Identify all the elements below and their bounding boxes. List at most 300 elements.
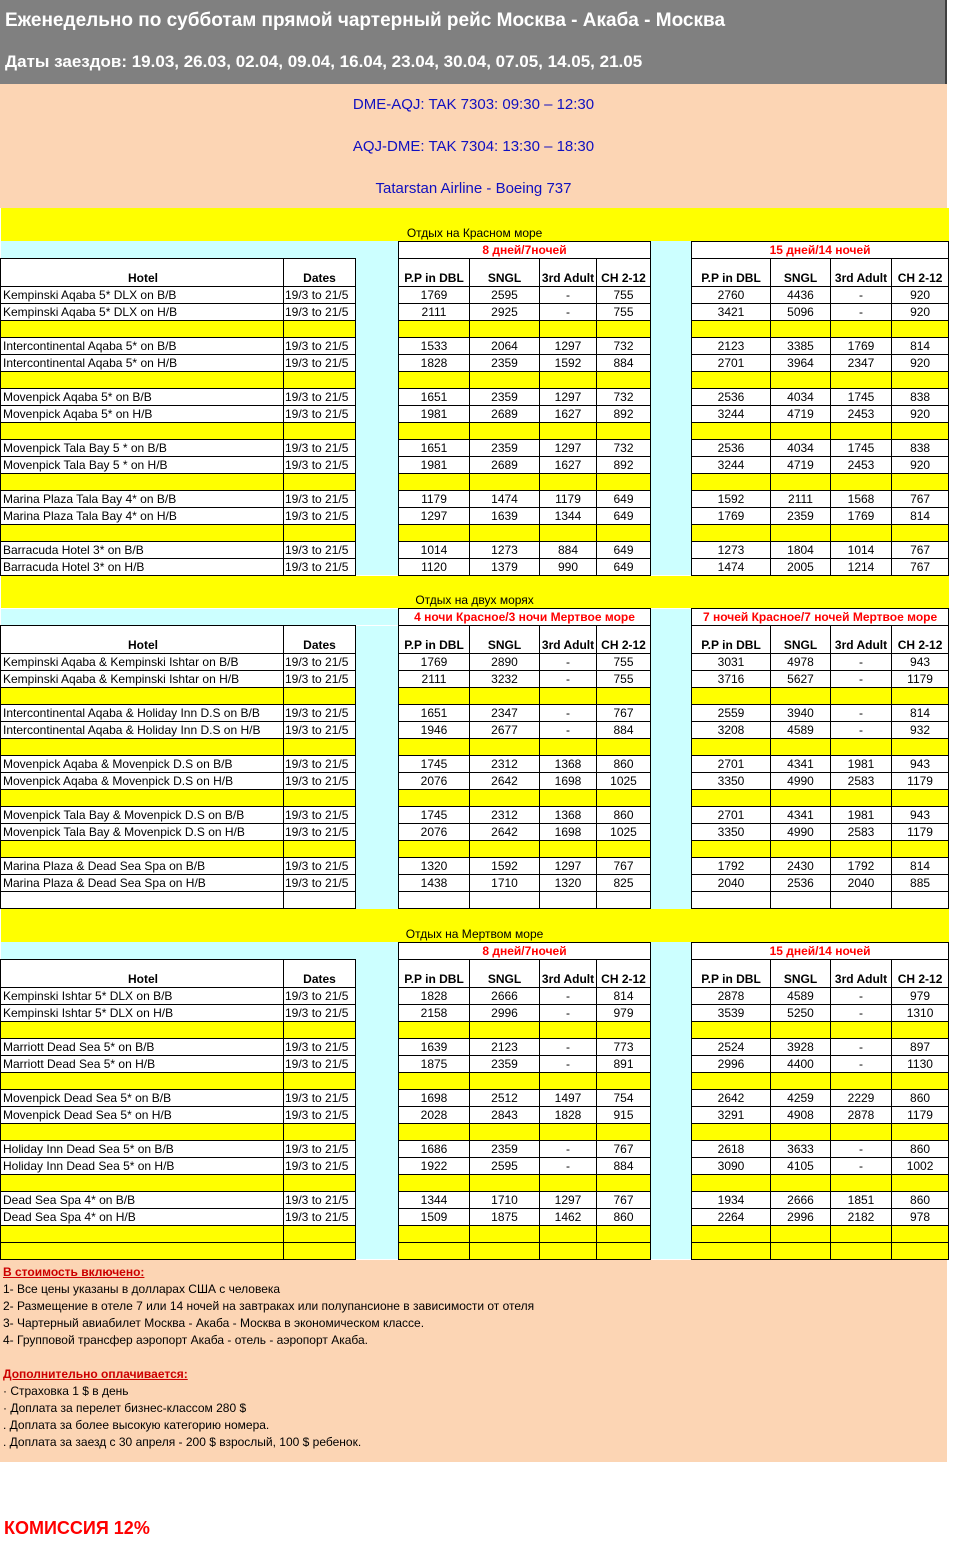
table-row — [1, 705, 949, 722]
price-cell: - — [831, 1038, 892, 1055]
price-cell: 2359 — [470, 439, 540, 456]
price-cell: 990 — [540, 558, 597, 575]
included-item: 2- Размещение в отеле 7 или 14 ночей на завтраках или полупансионе в зависимости от отеля — [3, 1298, 535, 1313]
date-range: 19/3 to 21/5 — [284, 558, 356, 575]
hotel-name: Marriott Dead Sea 5* on B/B — [1, 1038, 284, 1055]
price-cell: 2583 — [831, 824, 892, 841]
arrival-dates: Даты заездов: 19.03, 26.03, 02.04, 09.04, 16.04, 23.04, 30.04, 07.05, 14.05, 21.05 — [5, 52, 643, 71]
price-cell: 979 — [597, 1004, 651, 1021]
price-cell: - — [831, 722, 892, 739]
price-cell: 1686 — [399, 1140, 470, 1157]
column-header: SNGL — [771, 258, 831, 286]
price-cell: 1769 — [831, 337, 892, 354]
extra-item: . Доплата за более высокую категорию номера. — [3, 1417, 270, 1432]
price-cell: 1474 — [470, 490, 540, 507]
included-item: 1- Все цены указаны в долларах США с человека — [3, 1281, 281, 1296]
price-cell: 1698 — [399, 1089, 470, 1106]
price-cell: 814 — [597, 987, 651, 1004]
price-cell: 884 — [597, 722, 651, 739]
price-cell: 2430 — [771, 858, 831, 875]
hotel-name: Movenpick Dead Sea 5* on B/B — [1, 1089, 284, 1106]
price-cell: 1438 — [399, 875, 470, 892]
price-cell: 4978 — [771, 654, 831, 671]
extra-item: · Доплата за перелет бизнес-классом 280 $ — [3, 1400, 247, 1415]
price-cell: 1769 — [692, 507, 771, 524]
table-row — [1, 824, 949, 841]
price-cell: - — [831, 1004, 892, 1021]
table-row — [1, 1208, 949, 1225]
price-cell: 920 — [892, 354, 949, 371]
price-cell: 2666 — [470, 987, 540, 1004]
column-header: CH 2-12 — [597, 258, 651, 286]
duration-group: 7 ночей Красное/7 ночей Мертвое море — [692, 609, 949, 626]
column-header: 3rd Adult — [831, 258, 892, 286]
column-header: Dates — [284, 258, 356, 286]
price-cell: 1639 — [399, 1038, 470, 1055]
duration-group: 4 ночи Красное/3 ночи Мертвое море — [399, 609, 651, 626]
date-range: 19/3 to 21/5 — [284, 824, 356, 841]
table-row — [1, 1157, 949, 1174]
table-row — [1, 541, 949, 558]
price-cell: 860 — [892, 1089, 949, 1106]
price-cell: 814 — [892, 858, 949, 875]
flight-outbound: DME-AQJ: TAK 7303: 09:30 – 12:30 — [352, 96, 595, 113]
price-cell: 2158 — [399, 1004, 470, 1021]
date-range: 19/3 to 21/5 — [284, 1157, 356, 1174]
date-range: 19/3 to 21/5 — [284, 756, 356, 773]
table-row — [1, 875, 949, 892]
price-cell: 2312 — [470, 807, 540, 824]
price-cell: 1592 — [540, 354, 597, 371]
price-cell: 2111 — [399, 671, 470, 688]
price-cell: 943 — [892, 756, 949, 773]
price-cell: 1769 — [831, 507, 892, 524]
price-cell: 1297 — [540, 858, 597, 875]
flight-inbound: AQJ-DME: TAK 7304: 13:30 – 18:30 — [352, 138, 595, 155]
date-range: 19/3 to 21/5 — [284, 807, 356, 824]
price-cell: 2040 — [692, 875, 771, 892]
price-cell: - — [831, 303, 892, 320]
price-cell: 2536 — [692, 388, 771, 405]
price-cell: 1769 — [399, 286, 470, 303]
price-cell: 5096 — [771, 303, 831, 320]
price-cell: 2689 — [470, 456, 540, 473]
table-row — [1, 1055, 949, 1072]
price-cell: 2123 — [692, 337, 771, 354]
price-cell: - — [831, 1055, 892, 1072]
price-cell: 3385 — [771, 337, 831, 354]
price-cell: 2760 — [692, 286, 771, 303]
duration-group: 8 дней/7ночей — [399, 241, 651, 258]
date-range: 19/3 to 21/5 — [284, 354, 356, 371]
price-cell: 767 — [892, 490, 949, 507]
date-range: 19/3 to 21/5 — [284, 1208, 356, 1225]
price-cell: 814 — [892, 705, 949, 722]
column-header: CH 2-12 — [892, 258, 949, 286]
table-row — [1, 405, 949, 422]
hotel-name: Movenpick Aqaba & Movenpick D.S on B/B — [1, 756, 284, 773]
date-range: 19/3 to 21/5 — [284, 286, 356, 303]
price-cell: 1769 — [399, 654, 470, 671]
price-cell: 978 — [892, 1208, 949, 1225]
included-item: 3- Чартерный авиабилет Москва - Акаба - Москва в экономическом классе. — [3, 1315, 425, 1330]
price-cell: 1368 — [540, 807, 597, 824]
price-cell: 2890 — [470, 654, 540, 671]
price-cell: 1745 — [831, 439, 892, 456]
price-cell: 1828 — [540, 1106, 597, 1123]
price-cell: 4341 — [771, 807, 831, 824]
price-cell: 3928 — [771, 1038, 831, 1055]
price-cell: 860 — [597, 1208, 651, 1225]
extra-item: . Доплата за заезд с 30 апреля - 200 $ взрослый, 100 $ ребенок. — [3, 1434, 362, 1449]
price-cell: 3421 — [692, 303, 771, 320]
price-cell: 754 — [597, 1089, 651, 1106]
price-cell: 2359 — [771, 507, 831, 524]
price-cell: 1344 — [399, 1191, 470, 1208]
price-cell: 2028 — [399, 1106, 470, 1123]
price-cell: 649 — [597, 507, 651, 524]
price-cell: 2701 — [692, 354, 771, 371]
price-cell: 2359 — [470, 1055, 540, 1072]
hotel-name: Marina Plaza & Dead Sea Spa on B/B — [1, 858, 284, 875]
date-range: 19/3 to 21/5 — [284, 405, 356, 422]
date-range: 19/3 to 21/5 — [284, 1004, 356, 1021]
price-cell: 1627 — [540, 456, 597, 473]
price-cell: 2359 — [470, 354, 540, 371]
price-cell: 4341 — [771, 756, 831, 773]
price-cell: 2878 — [831, 1106, 892, 1123]
price-cell: 2843 — [470, 1106, 540, 1123]
price-cell: 2524 — [692, 1038, 771, 1055]
price-cell: 1002 — [892, 1157, 949, 1174]
price-cell: 1981 — [831, 756, 892, 773]
date-range: 19/3 to 21/5 — [284, 507, 356, 524]
column-header: P.P in DBL — [399, 258, 470, 286]
column-header: SNGL — [470, 959, 540, 987]
section-title: Отдых на Мертвом море — [1, 909, 949, 942]
price-cell: 943 — [892, 654, 949, 671]
price-cell: 4034 — [771, 439, 831, 456]
price-cell: 4589 — [771, 722, 831, 739]
price-cell: 1804 — [771, 541, 831, 558]
price-cell: 755 — [597, 286, 651, 303]
hotel-name: Kempinski Aqaba & Kempinski Ishtar on H/B — [1, 671, 284, 688]
price-cell: - — [540, 1004, 597, 1021]
price-cell: 1474 — [692, 558, 771, 575]
duration-group: 15 дней/14 ночей — [692, 241, 949, 258]
price-cell: 1792 — [692, 858, 771, 875]
price-cell: 767 — [597, 705, 651, 722]
price-cell: - — [831, 1157, 892, 1174]
price-cell: 920 — [892, 405, 949, 422]
price-cell: 755 — [597, 671, 651, 688]
price-cell: 2595 — [470, 286, 540, 303]
column-header: Hotel — [1, 258, 284, 286]
price-cell: 1745 — [399, 756, 470, 773]
date-range: 19/3 to 21/5 — [284, 439, 356, 456]
date-range: 19/3 to 21/5 — [284, 303, 356, 320]
price-cell: 884 — [597, 354, 651, 371]
price-cell: - — [831, 286, 892, 303]
hotel-name: Barracuda Hotel 3* on H/B — [1, 558, 284, 575]
price-cell: 1875 — [399, 1055, 470, 1072]
price-cell: 2123 — [470, 1038, 540, 1055]
date-range: 19/3 to 21/5 — [284, 987, 356, 1004]
date-range: 19/3 to 21/5 — [284, 705, 356, 722]
date-range: 19/3 to 21/5 — [284, 388, 356, 405]
price-cell: 1592 — [470, 858, 540, 875]
price-cell: 920 — [892, 456, 949, 473]
price-cell: 2076 — [399, 773, 470, 790]
column-header: CH 2-12 — [597, 626, 651, 654]
price-cell: 838 — [892, 388, 949, 405]
hotel-name: Barracuda Hotel 3* on B/B — [1, 541, 284, 558]
price-cell: 4259 — [771, 1089, 831, 1106]
price-cell: 1934 — [692, 1191, 771, 1208]
price-cell: 1745 — [831, 388, 892, 405]
extra-title: Дополнительно оплачивается: — [3, 1366, 188, 1381]
price-cell: 1320 — [540, 875, 597, 892]
price-cell: 891 — [597, 1055, 651, 1072]
price-cell: 885 — [892, 875, 949, 892]
price-cell: 2536 — [771, 875, 831, 892]
column-header: 3rd Adult — [831, 959, 892, 987]
price-cell: 1651 — [399, 439, 470, 456]
table-row — [1, 1191, 949, 1208]
price-cell: 767 — [597, 1191, 651, 1208]
hotel-name: Intercontinental Aqaba 5* on H/B — [1, 354, 284, 371]
price-table — [0, 909, 949, 1260]
page-header — [0, 0, 947, 84]
price-cell: 732 — [597, 337, 651, 354]
price-cell: - — [540, 705, 597, 722]
price-cell: 3244 — [692, 405, 771, 422]
flight-info — [0, 84, 947, 208]
table-row — [1, 388, 949, 405]
extra-item: · Страховка 1 $ в день — [3, 1383, 129, 1398]
price-cell: 2111 — [399, 303, 470, 320]
page-title: Еженедельно по субботам прямой чартерный рейс Москва - Акаба - Москва — [5, 10, 726, 31]
hotel-name: Marriott Dead Sea 5* on H/B — [1, 1055, 284, 1072]
table-row — [1, 1140, 949, 1157]
price-cell: 2512 — [470, 1089, 540, 1106]
price-cell: 1179 — [892, 671, 949, 688]
price-cell: 932 — [892, 722, 949, 739]
table-row — [1, 722, 949, 739]
hotel-name: Intercontinental Aqaba & Holiday Inn D.S on B/B — [1, 705, 284, 722]
price-cell: 3964 — [771, 354, 831, 371]
price-cell: 767 — [892, 541, 949, 558]
price-cell: 2595 — [470, 1157, 540, 1174]
price-cell: 1214 — [831, 558, 892, 575]
date-range: 19/3 to 21/5 — [284, 654, 356, 671]
price-cell: 1025 — [597, 773, 651, 790]
table-row — [1, 286, 949, 303]
price-cell: 1710 — [470, 875, 540, 892]
price-cell: 5250 — [771, 1004, 831, 1021]
price-cell: 2347 — [831, 354, 892, 371]
column-header: 3rd Adult — [831, 626, 892, 654]
column-header: SNGL — [771, 626, 831, 654]
price-cell: 1130 — [892, 1055, 949, 1072]
price-cell: 1297 — [540, 439, 597, 456]
price-cell: 1651 — [399, 705, 470, 722]
price-cell: 2359 — [470, 388, 540, 405]
price-cell: 1297 — [540, 388, 597, 405]
price-cell: 1344 — [540, 507, 597, 524]
hotel-name: Holiday Inn Dead Sea 5* on H/B — [1, 1157, 284, 1174]
price-cell: 4105 — [771, 1157, 831, 1174]
price-cell: 1639 — [470, 507, 540, 524]
price-cell: - — [540, 722, 597, 739]
price-cell: 860 — [597, 756, 651, 773]
price-cell: 2642 — [470, 824, 540, 841]
price-cell: 2453 — [831, 405, 892, 422]
date-range: 19/3 to 21/5 — [284, 490, 356, 507]
hotel-name: Intercontinental Aqaba & Holiday Inn D.S on H/B — [1, 722, 284, 739]
price-cell: - — [540, 286, 597, 303]
price-cell: 1379 — [470, 558, 540, 575]
price-cell: 2878 — [692, 987, 771, 1004]
column-header: P.P in DBL — [399, 626, 470, 654]
price-cell: 755 — [597, 654, 651, 671]
hotel-name: Kempinski Aqaba 5* DLX on B/B — [1, 286, 284, 303]
price-cell: 814 — [892, 337, 949, 354]
price-cell: 3350 — [692, 773, 771, 790]
hotel-name: Marina Plaza Tala Bay 4* on H/B — [1, 507, 284, 524]
column-header: P.P in DBL — [692, 626, 771, 654]
price-cell: 2040 — [831, 875, 892, 892]
table-row — [1, 354, 949, 371]
price-cell: 1981 — [399, 456, 470, 473]
price-cell: 1014 — [399, 541, 470, 558]
price-cell: - — [540, 1055, 597, 1072]
price-cell: 2076 — [399, 824, 470, 841]
price-cell: 4034 — [771, 388, 831, 405]
price-cell: - — [540, 1157, 597, 1174]
date-range: 19/3 to 21/5 — [284, 671, 356, 688]
price-cell: 2642 — [692, 1089, 771, 1106]
table-row — [1, 303, 949, 320]
hotel-name: Holiday Inn Dead Sea 5* on B/B — [1, 1140, 284, 1157]
price-cell: 979 — [892, 987, 949, 1004]
price-cell: 2666 — [771, 1191, 831, 1208]
price-cell: 2925 — [470, 303, 540, 320]
price-cell: 2996 — [771, 1208, 831, 1225]
price-cell: 1946 — [399, 722, 470, 739]
price-cell: - — [540, 671, 597, 688]
price-cell: 915 — [597, 1106, 651, 1123]
price-cell: 2642 — [470, 773, 540, 790]
price-cell: 4908 — [771, 1106, 831, 1123]
price-cell: 649 — [597, 541, 651, 558]
date-range: 19/3 to 21/5 — [284, 337, 356, 354]
column-header: Hotel — [1, 626, 284, 654]
price-cell: 3291 — [692, 1106, 771, 1123]
price-cell: - — [540, 987, 597, 1004]
price-cell: - — [831, 987, 892, 1004]
price-cell: 3031 — [692, 654, 771, 671]
price-cell: 892 — [597, 456, 651, 473]
price-cell: - — [831, 671, 892, 688]
price-cell: 1014 — [831, 541, 892, 558]
duration-group: 15 дней/14 ночей — [692, 942, 949, 959]
price-cell: 1828 — [399, 987, 470, 1004]
price-cell: 1297 — [399, 507, 470, 524]
price-cell: 2618 — [692, 1140, 771, 1157]
price-table — [0, 576, 949, 910]
price-cell: 838 — [892, 439, 949, 456]
date-range: 19/3 to 21/5 — [284, 541, 356, 558]
price-cell: 2064 — [470, 337, 540, 354]
column-header: SNGL — [771, 959, 831, 987]
column-header: CH 2-12 — [892, 959, 949, 987]
hotel-name: Kempinski Ishtar 5* DLX on B/B — [1, 987, 284, 1004]
hotel-name: Kempinski Aqaba & Kempinski Ishtar on B/B — [1, 654, 284, 671]
date-range: 19/3 to 21/5 — [284, 1055, 356, 1072]
column-header: CH 2-12 — [597, 959, 651, 987]
price-cell: 1627 — [540, 405, 597, 422]
price-cell: 1533 — [399, 337, 470, 354]
price-cell: 1179 — [892, 824, 949, 841]
table-row — [1, 507, 949, 524]
price-cell: 1981 — [831, 807, 892, 824]
table-row — [1, 490, 949, 507]
price-cell: 1179 — [540, 490, 597, 507]
hotel-name: Movenpick Tala Bay & Movenpick D.S on B/B — [1, 807, 284, 824]
price-cell: 3208 — [692, 722, 771, 739]
table-row — [1, 807, 949, 824]
price-cell: 2005 — [771, 558, 831, 575]
price-cell: 1297 — [540, 1191, 597, 1208]
column-header: 3rd Adult — [540, 626, 597, 654]
price-cell: 2359 — [470, 1140, 540, 1157]
price-cell: 2701 — [692, 756, 771, 773]
column-header: Dates — [284, 959, 356, 987]
price-cell: 1273 — [692, 541, 771, 558]
price-cell: 2559 — [692, 705, 771, 722]
price-cell: 5627 — [771, 671, 831, 688]
price-cell: 755 — [597, 303, 651, 320]
table-row — [1, 671, 949, 688]
table-row — [1, 987, 949, 1004]
terms-notes — [0, 1260, 947, 1462]
price-table — [0, 208, 949, 576]
price-cell: 1698 — [540, 824, 597, 841]
price-cell: 2182 — [831, 1208, 892, 1225]
included-title: В стоимость включено: — [3, 1264, 145, 1279]
price-cell: 4589 — [771, 987, 831, 1004]
hotel-name: Kempinski Aqaba 5* DLX on H/B — [1, 303, 284, 320]
hotel-name: Movenpick Dead Sea 5* on H/B — [1, 1106, 284, 1123]
price-cell: 920 — [892, 303, 949, 320]
price-cell: 1875 — [470, 1208, 540, 1225]
price-cell: 1025 — [597, 824, 651, 841]
price-cell: 2701 — [692, 807, 771, 824]
price-cell: 2229 — [831, 1089, 892, 1106]
price-cell: 1120 — [399, 558, 470, 575]
price-cell: 1509 — [399, 1208, 470, 1225]
date-range: 19/3 to 21/5 — [284, 1140, 356, 1157]
date-range: 19/3 to 21/5 — [284, 875, 356, 892]
hotel-name: Movenpick Tala Bay 5 * on H/B — [1, 456, 284, 473]
column-header: 3rd Adult — [540, 959, 597, 987]
price-cell: 1368 — [540, 756, 597, 773]
price-cell: 2996 — [470, 1004, 540, 1021]
column-header: P.P in DBL — [692, 959, 771, 987]
price-cell: 4719 — [771, 456, 831, 473]
price-cell: 1310 — [892, 1004, 949, 1021]
